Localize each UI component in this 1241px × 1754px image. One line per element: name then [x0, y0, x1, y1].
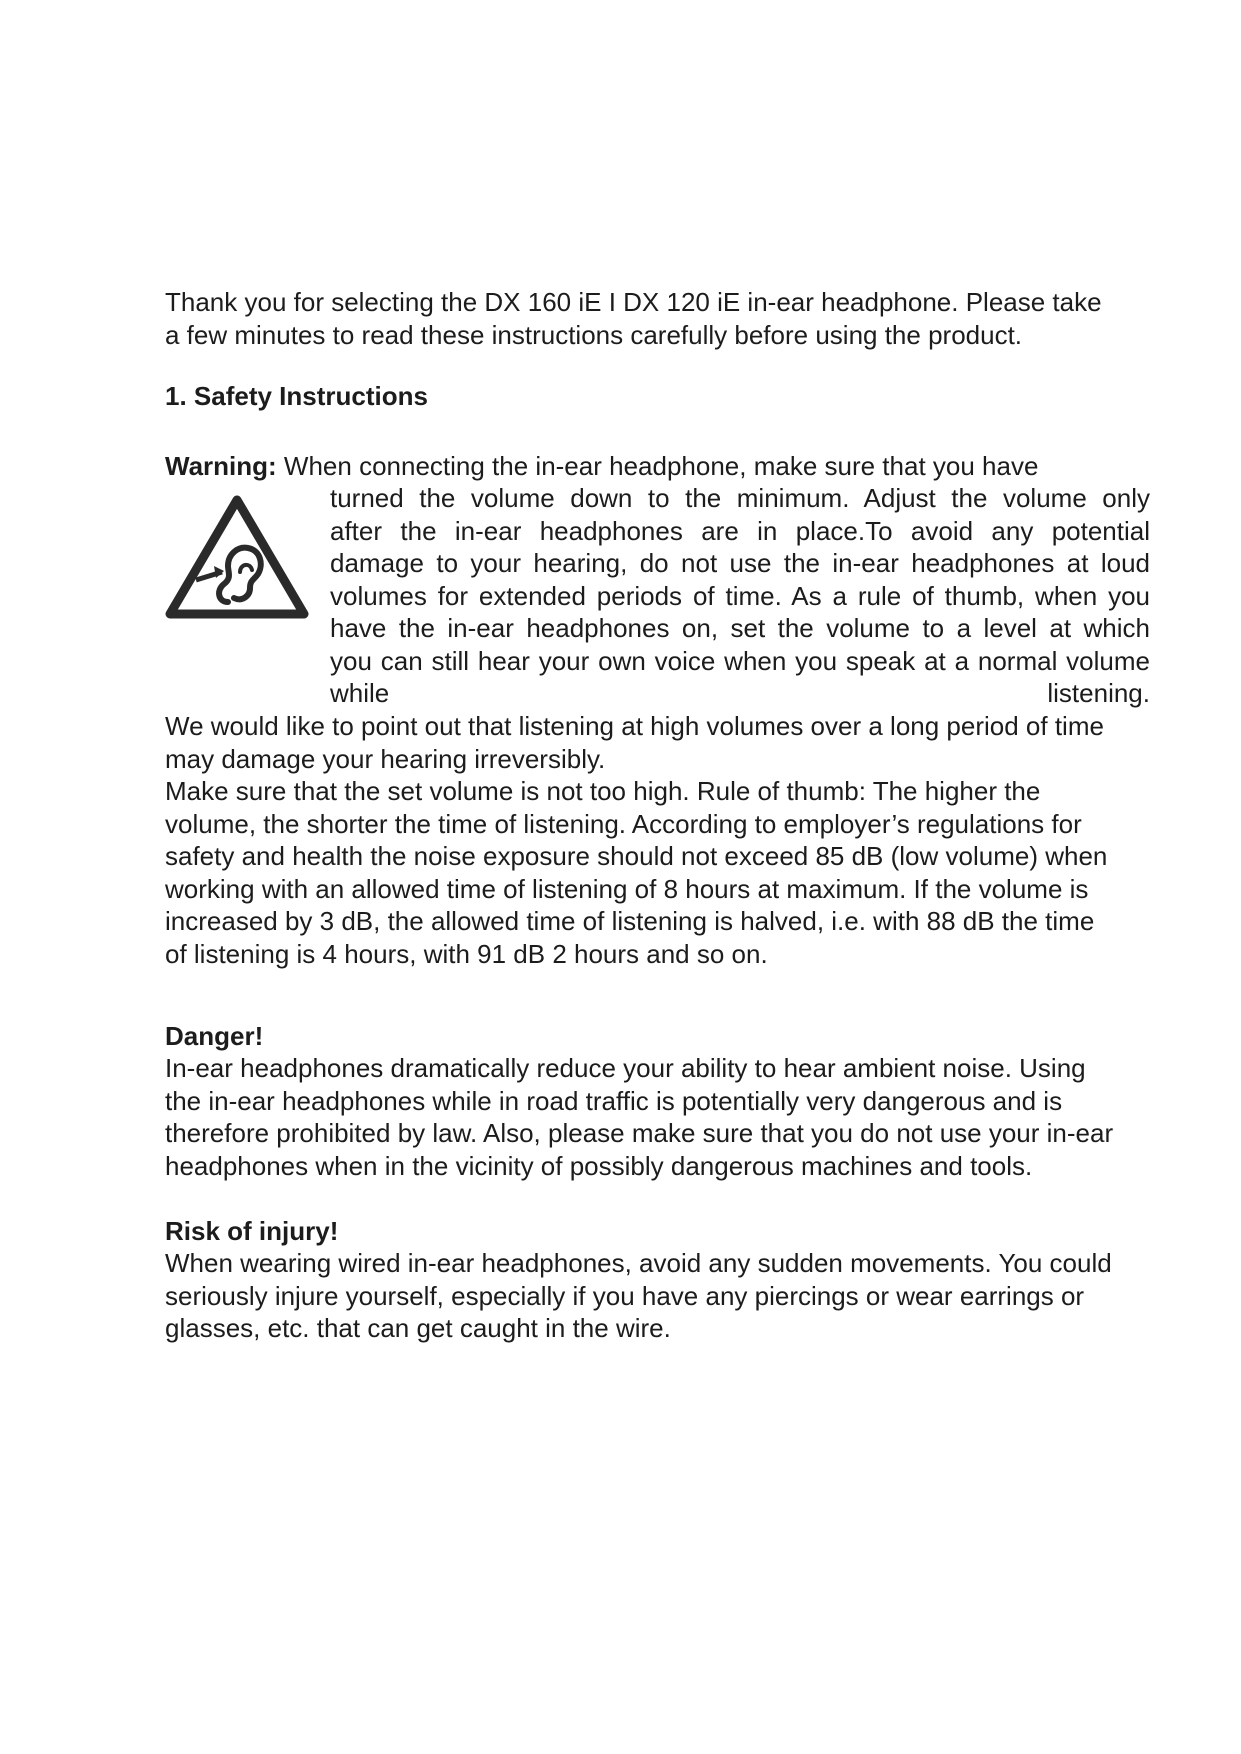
paragraph-line: therefore prohibited by law. Also, please make sure that you do not use your in-ear [165, 1118, 1114, 1148]
section-title: 1. Safety Instructions [165, 381, 428, 411]
warning-first-line [165, 450, 1165, 483]
warning-indented-line: while listening. [330, 678, 1150, 708]
paragraph-line: We would like to point out that listening at high volumes over a long period of time [165, 711, 1104, 741]
warning-indented-line: after the in-ear headphones are in place.To avoid any potential [330, 515, 1150, 546]
paragraph-line: the in-ear headphones while in road traffic is potentially very dangerous and is [165, 1085, 1063, 1116]
paragraph-line: seriously injure yourself, especially if you have any piercings or wear earrings or [165, 1280, 1085, 1311]
intro-paragraph [165, 286, 1165, 351]
paragraph-line: volume, the shorter the time of listening. According to employer’s regulations for [165, 808, 1082, 839]
warning-label: Warning: [165, 451, 277, 481]
intro-line: Thank you for selecting the DX 160 iE I DX 120 iE in-ear headphone. Please take [165, 287, 1102, 317]
injury-title: Risk of injury! [165, 1216, 339, 1246]
injury-paragraph [165, 1247, 1165, 1345]
warning-indented-line: you can still hear your own voice when you speak at a normal volume [330, 645, 1150, 676]
paragraph-line: of listening is 4 hours, with 91 dB 2 hours and so on. [165, 938, 768, 969]
warning-indented-line: turned the volume down to the minimum. Adjust the volume only [330, 483, 1150, 513]
danger-paragraph [165, 1052, 1165, 1182]
warning-indented-line: volumes for extended periods of time. As a rule of thumb, when you [330, 580, 1150, 611]
paragraph-line: Make sure that the set volume is not too high. Rule of thumb: The higher the [165, 776, 1041, 806]
paragraph-line: glasses, etc. that can get caught in the wire. [165, 1313, 671, 1343]
intro-line: a few minutes to read these instructions carefully before using the product. [165, 319, 1023, 350]
paragraph-line: headphones when in the vicinity of possibly dangerous machines and tools. [165, 1150, 1033, 1181]
paragraph-line: safety and health the noise exposure should not exceed 85 dB (low volume) when [165, 841, 1108, 871]
paragraph-line: increased by 3 dB, the allowed time of listening is halved, i.e. with 88 dB the time [165, 906, 1095, 936]
paragraph-line: In-ear headphones dramatically reduce your ability to hear ambient noise. Using [165, 1053, 1086, 1083]
hearing-protection-warning-icon [162, 492, 312, 622]
hearing-damage-paragraph [165, 710, 1165, 775]
warning-indented-text [330, 482, 1150, 710]
warning-indented-line: have the in-ear headphones on, set the volume to a level at which [330, 613, 1150, 643]
warning-indented-line: damage to your hearing, do not use the in-ear headphones at loud [330, 548, 1150, 578]
danger-title: Danger! [165, 1021, 264, 1051]
warning-first-text: When connecting the in-ear headphone, make sure that you have [283, 451, 1039, 481]
paragraph-line: When wearing wired in-ear headphones, avoid any sudden movements. You could [165, 1248, 1112, 1278]
paragraph-line: working with an allowed time of listening of 8 hours at maximum. If the volume is [165, 873, 1089, 904]
paragraph-line: may damage your hearing irreversibly. [165, 743, 606, 774]
volume-rule-paragraph [165, 775, 1165, 970]
